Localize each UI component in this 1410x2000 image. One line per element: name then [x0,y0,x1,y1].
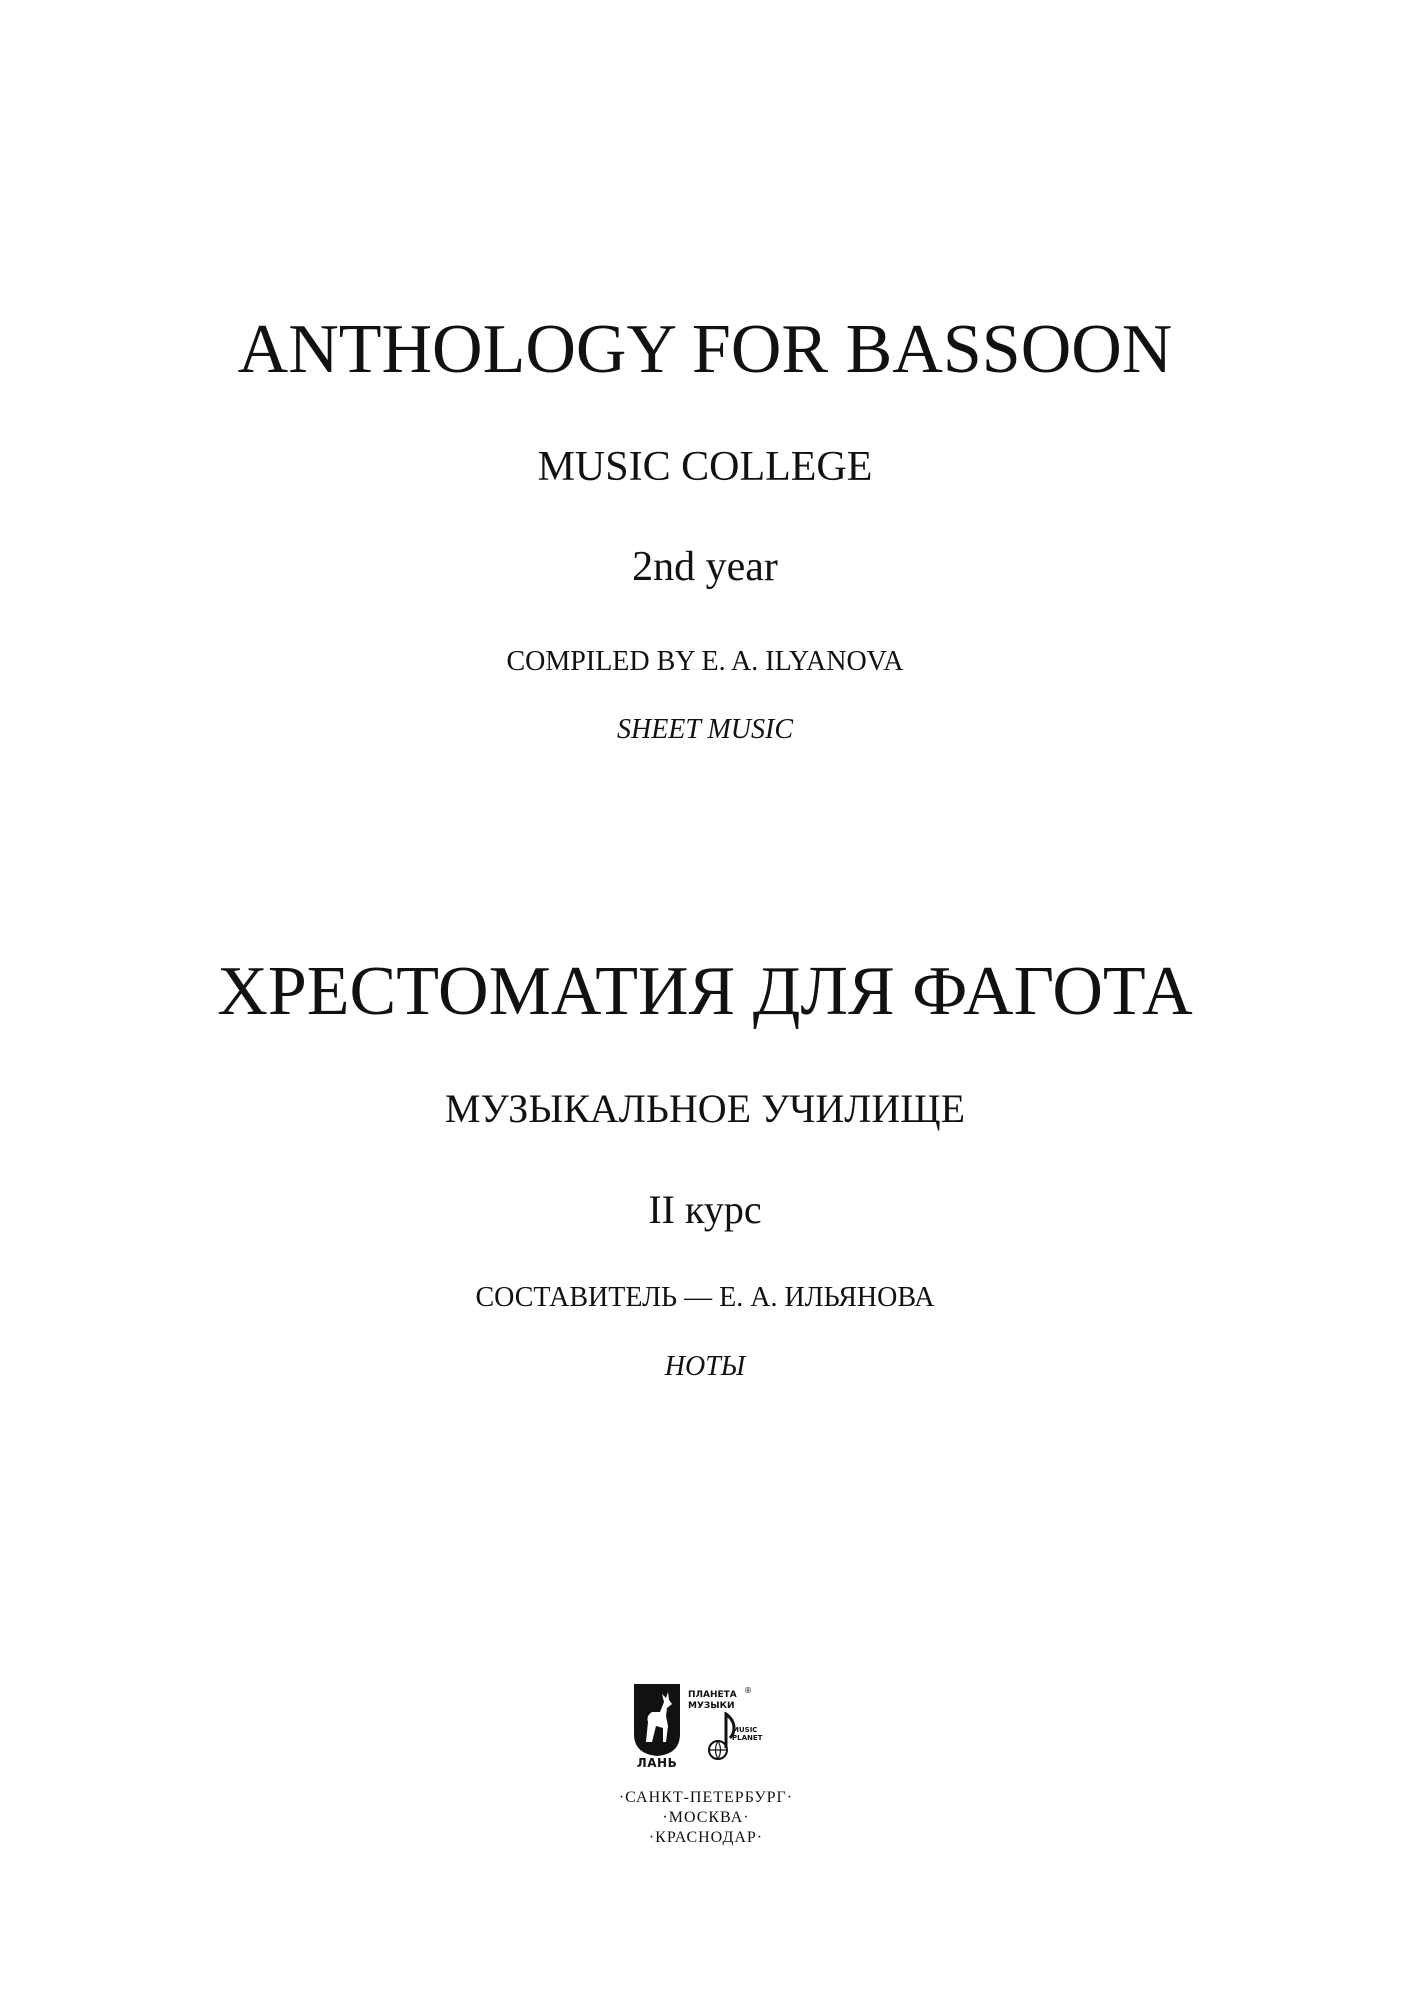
planet-logo-text-en: MUSIC PLANET [732,1726,763,1742]
publisher-cities [586,1788,826,1848]
city-line: ·САНКТ-ПЕТЕРБУРГ· [618,1789,794,1806]
lan-logo-text: ЛАНЬ [636,1756,678,1770]
year-russian: II курс [648,1187,762,1232]
planet-logo-text-ru: ПЛАНЕТА МУЗЫКИ [688,1690,737,1711]
compiler-english: COMPILED BY E. A. ILYANOVA [506,646,904,677]
title-english: ANTHOLOGY FOR BASSOON [237,311,1173,388]
kind-english: SHEET MUSIC [616,714,794,745]
city-line: ·КРАСНОДАР· [648,1829,764,1846]
subtitle-russian: МУЗЫКАЛЬНОЕ УЧИЛИЩЕ [444,1086,966,1131]
publisher-logo [586,1682,826,1862]
year-english: 2nd year [632,544,778,590]
compiler-russian: СОСТАВИТЕЛЬ — Е. А. ИЛЬЯНОВА [475,1282,935,1313]
kind-russian: НОТЫ [664,1351,746,1382]
city-line: ·МОСКВА· [662,1809,750,1826]
registered-mark: ® [744,1686,752,1695]
title-russian: ХРЕСТОМАТИЯ ДЛЯ ФАГОТА [217,953,1193,1030]
deer-shield-icon [632,1682,682,1757]
subtitle-english: MUSIC COLLEGE [537,444,873,490]
